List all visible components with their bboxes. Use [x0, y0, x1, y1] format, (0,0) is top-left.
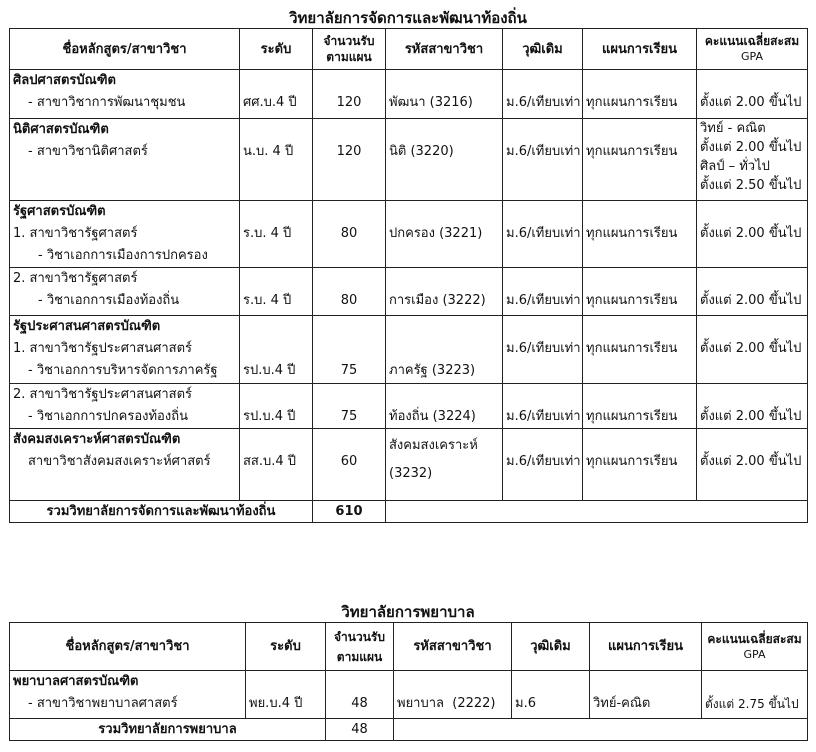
gpa-line: ตั้งแต่ 2.50 ขึ้นไป — [700, 178, 802, 193]
level-value: พย.บ.4 ปี — [249, 696, 303, 711]
table-row — [10, 671, 808, 719]
quota-cell — [313, 70, 386, 119]
quota-value: 80 — [340, 226, 358, 241]
header-program: ชื่อหลักสูตร/สาขาวิชา — [10, 29, 240, 70]
header-gpa-line1: คะแนนเฉลี่ยสะสม — [707, 631, 802, 646]
program-cell — [10, 119, 240, 201]
gpa-line: ตั้งแต่ 2.00 ขึ้นไป — [700, 140, 802, 155]
code-cell — [386, 384, 503, 429]
header-program: ชื่อหลักสูตร/สาขาวิชา — [10, 623, 246, 671]
plan-cell — [583, 119, 697, 201]
level-value: รป.บ.4 ปี — [243, 363, 296, 378]
table2 — [9, 622, 808, 741]
quota-value: 80 — [340, 293, 358, 308]
program-name: นิติศาสตรบัณฑิต — [13, 122, 109, 137]
total-value: 48 — [326, 719, 394, 741]
header-code: รหัสสาขาวิชา — [394, 623, 512, 671]
qualification-value: ม.6/เทียบเท่า — [506, 144, 581, 159]
qualification-cell — [503, 70, 583, 119]
program-cell — [10, 268, 240, 316]
header-quota-line1: จำนวนรับ — [323, 34, 375, 48]
qualification-value: ม.6/เทียบเท่า — [506, 454, 581, 469]
code-cell — [386, 429, 503, 501]
total-label: รวมวิทยาลัยการจัดการและพัฒนาท้องถิ่น — [10, 501, 313, 523]
quota-value: 75 — [340, 363, 358, 378]
code-cell — [386, 70, 503, 119]
gpa-cell — [697, 201, 808, 268]
qualification-cell — [503, 119, 583, 201]
gpa-cell — [702, 671, 808, 719]
code-cell — [386, 316, 503, 384]
code-cell — [386, 268, 503, 316]
gpa-cell — [697, 384, 808, 429]
header-gpa — [702, 623, 808, 671]
major-name: 1. สาขาวิชารัฐประศาสนศาสตร์ — [13, 341, 193, 356]
code-value: การเมือง (3222) — [389, 293, 486, 308]
plan-cell — [583, 70, 697, 119]
header-level: ระดับ — [240, 29, 313, 70]
gpa-line: ศิลป์ – ทั่วไป — [700, 159, 770, 174]
gpa-line: วิทย์ - คณิต — [700, 121, 766, 136]
gpa-value: ตั้งแต่ 2.00 ขึ้นไป — [700, 293, 802, 308]
plan-cell — [583, 316, 697, 384]
quota-cell — [313, 316, 386, 384]
header-study-plan: แผนการเรียน — [583, 29, 697, 70]
table2-title: วิทยาลัยการพยาบาล — [341, 603, 475, 621]
code-value: ท้องถิ่น (3224) — [389, 409, 476, 424]
quota-value: 48 — [351, 696, 368, 711]
level-value: สส.บ.4 ปี — [243, 454, 297, 469]
program-name: ศิลปศาสตรบัณฑิต — [13, 73, 116, 88]
table1-total-row — [10, 501, 808, 523]
concentration-name: - วิชาเอกการปกครองท้องถิ่น — [28, 409, 188, 424]
quota-value: 120 — [336, 95, 362, 110]
quota-value: 120 — [336, 144, 362, 159]
plan-value: ทุกแผนการเรียน — [586, 144, 678, 159]
plan-value: ทุกแผนการเรียน — [586, 226, 678, 241]
concentration-name: - วิชาเอกการบริหารจัดการภาครัฐ — [28, 363, 218, 378]
code-value: พยาบาล (2222) — [397, 696, 496, 711]
total-empty — [394, 719, 808, 741]
major-name: 2. สาขาวิชารัฐศาสตร์ — [13, 271, 138, 286]
header-quota-line2: ตามแผน — [326, 50, 372, 64]
level-cell — [240, 384, 313, 429]
header-quota — [313, 29, 386, 70]
gpa-value: ตั้งแต่ 2.00 ขึ้นไป — [700, 409, 802, 424]
header-quota-line2: ตามแผน — [336, 649, 383, 664]
header-study-plan: แผนการเรียน — [590, 623, 702, 671]
level-cell — [246, 671, 326, 719]
quota-cell — [313, 119, 386, 201]
level-value: ศศ.บ.4 ปี — [243, 95, 297, 110]
qualification-value: ม.6/เทียบเท่า — [506, 95, 581, 110]
code-value-line1: สังคมสงเคราะห์ — [389, 438, 478, 453]
qualification-value: ม.6/เทียบเท่า — [506, 226, 581, 241]
program-name: สังคมสงเคราะห์ศาสตรบัณฑิต — [13, 432, 181, 447]
table2-total-row — [10, 719, 808, 741]
qualification-value: ม.6/เทียบเท่า — [506, 293, 581, 308]
program-cell — [10, 70, 240, 119]
qualification-cell — [512, 671, 590, 719]
plan-value: ทุกแผนการเรียน — [586, 454, 678, 469]
plan-cell — [583, 201, 697, 268]
table-row — [10, 201, 808, 268]
header-gpa-line1: คะแนนเฉลี่ยสะสม — [704, 34, 800, 48]
header-qualification: วุฒิเดิม — [512, 623, 590, 671]
plan-cell — [583, 268, 697, 316]
quota-cell — [313, 201, 386, 268]
plan-value: วิทย์-คณิต — [593, 696, 651, 711]
code-cell — [386, 119, 503, 201]
header-gpa-line2: GPA — [741, 50, 763, 63]
header-code: รหัสสาขาวิชา — [386, 29, 503, 70]
program-name: รัฐศาสตรบัณฑิต — [13, 204, 106, 219]
gpa-cell — [697, 268, 808, 316]
qualification-cell — [503, 316, 583, 384]
qualification-cell — [503, 268, 583, 316]
plan-value: ทุกแผนการเรียน — [586, 409, 678, 424]
level-value: น.บ. 4 ปี — [243, 144, 294, 159]
level-cell — [240, 201, 313, 268]
table-row — [10, 268, 808, 316]
header-gpa-line2: GPA — [743, 647, 766, 661]
plan-cell — [590, 671, 702, 719]
gpa-value: ตั้งแต่ 2.75 ขึ้นไป — [705, 697, 799, 711]
program-cell — [10, 384, 240, 429]
header-quota-line1: จำนวนรับ — [334, 629, 385, 644]
table2-header-row — [10, 623, 808, 671]
total-label: รวมวิทยาลัยการพยาบาล — [10, 719, 326, 741]
program-name: รัฐประศาสนศาสตรบัณฑิต — [13, 319, 161, 334]
major-name: 1. สาขาวิชารัฐศาสตร์ — [13, 226, 138, 241]
table-row — [10, 70, 808, 119]
quota-cell — [313, 384, 386, 429]
program-cell — [10, 201, 240, 268]
gpa-value: ตั้งแต่ 2.00 ขึ้นไป — [700, 454, 802, 469]
program-cell — [10, 316, 240, 384]
concentration-name: - วิชาเอกการเมืองการปกครอง — [38, 248, 208, 263]
code-value: พัฒนา (3216) — [389, 95, 473, 110]
qualification-value: ม.6 — [515, 696, 536, 711]
gpa-cell — [697, 316, 808, 384]
header-gpa — [697, 29, 808, 70]
level-value: รป.บ.4 ปี — [243, 409, 296, 424]
gpa-value: ตั้งแต่ 2.00 ขึ้นไป — [700, 226, 802, 241]
gpa-value: ตั้งแต่ 2.00 ขึ้นไป — [700, 95, 802, 110]
table-row — [10, 119, 808, 201]
major-name: - สาขาวิชาพยาบาลศาสตร์ — [28, 696, 178, 711]
plan-value: ทุกแผนการเรียน — [586, 293, 678, 308]
total-empty — [386, 501, 808, 523]
program-cell — [10, 429, 240, 501]
table-row — [10, 316, 808, 384]
code-value: นิติ (3220) — [389, 144, 454, 159]
major-name: - สาขาวิชาการพัฒนาชุมชน — [28, 95, 186, 110]
qualification-cell — [503, 384, 583, 429]
level-cell — [240, 429, 313, 501]
code-value: ปกครอง (3221) — [389, 226, 483, 241]
table1-header-row — [10, 29, 808, 70]
table1-title: วิทยาลัยการจัดการและพัฒนาท้องถิ่น — [289, 9, 527, 27]
total-value: 610 — [313, 501, 386, 523]
plan-value: ทุกแผนการเรียน — [586, 341, 678, 356]
qualification-cell — [503, 429, 583, 501]
program-cell — [10, 671, 246, 719]
gpa-value: ตั้งแต่ 2.00 ขึ้นไป — [700, 341, 802, 356]
gpa-cell — [697, 119, 808, 201]
code-value: ภาครัฐ (3223) — [389, 363, 476, 378]
level-cell — [240, 316, 313, 384]
qualification-value: ม.6/เทียบเท่า — [506, 341, 581, 356]
table-row — [10, 429, 808, 501]
quota-cell — [313, 429, 386, 501]
table-row — [10, 384, 808, 429]
major-name: 2. สาขาวิชารัฐประศาสนศาสตร์ — [13, 387, 193, 402]
quota-value: 60 — [340, 454, 358, 469]
header-level: ระดับ — [246, 623, 326, 671]
gpa-cell — [697, 70, 808, 119]
concentration-name: - วิชาเอกการเมืองท้องถิ่น — [38, 293, 180, 308]
plan-value: ทุกแผนการเรียน — [586, 95, 678, 110]
level-cell — [240, 268, 313, 316]
code-cell — [394, 671, 512, 719]
header-qualification: วุฒิเดิม — [503, 29, 583, 70]
gpa-cell — [697, 429, 808, 501]
header-quota — [326, 623, 394, 671]
qualification-value: ม.6/เทียบเท่า — [506, 409, 581, 424]
program-name: พยาบาลศาสตรบัณฑิต — [13, 674, 139, 689]
major-name: สาขาวิชาสังคมสงเคราะห์ศาสตร์ — [28, 454, 211, 469]
level-value: ร.บ. 4 ปี — [243, 226, 292, 241]
level-cell — [240, 119, 313, 201]
quota-cell — [326, 671, 394, 719]
code-cell — [386, 201, 503, 268]
level-value: ร.บ. 4 ปี — [243, 293, 292, 308]
quota-cell — [313, 268, 386, 316]
plan-cell — [583, 384, 697, 429]
quota-value: 75 — [340, 409, 358, 424]
table1 — [9, 28, 808, 523]
level-cell — [240, 70, 313, 119]
qualification-cell — [503, 201, 583, 268]
plan-cell — [583, 429, 697, 501]
code-value-line2: (3232) — [389, 466, 433, 481]
major-name: - สาขาวิชานิติศาสตร์ — [28, 144, 148, 159]
